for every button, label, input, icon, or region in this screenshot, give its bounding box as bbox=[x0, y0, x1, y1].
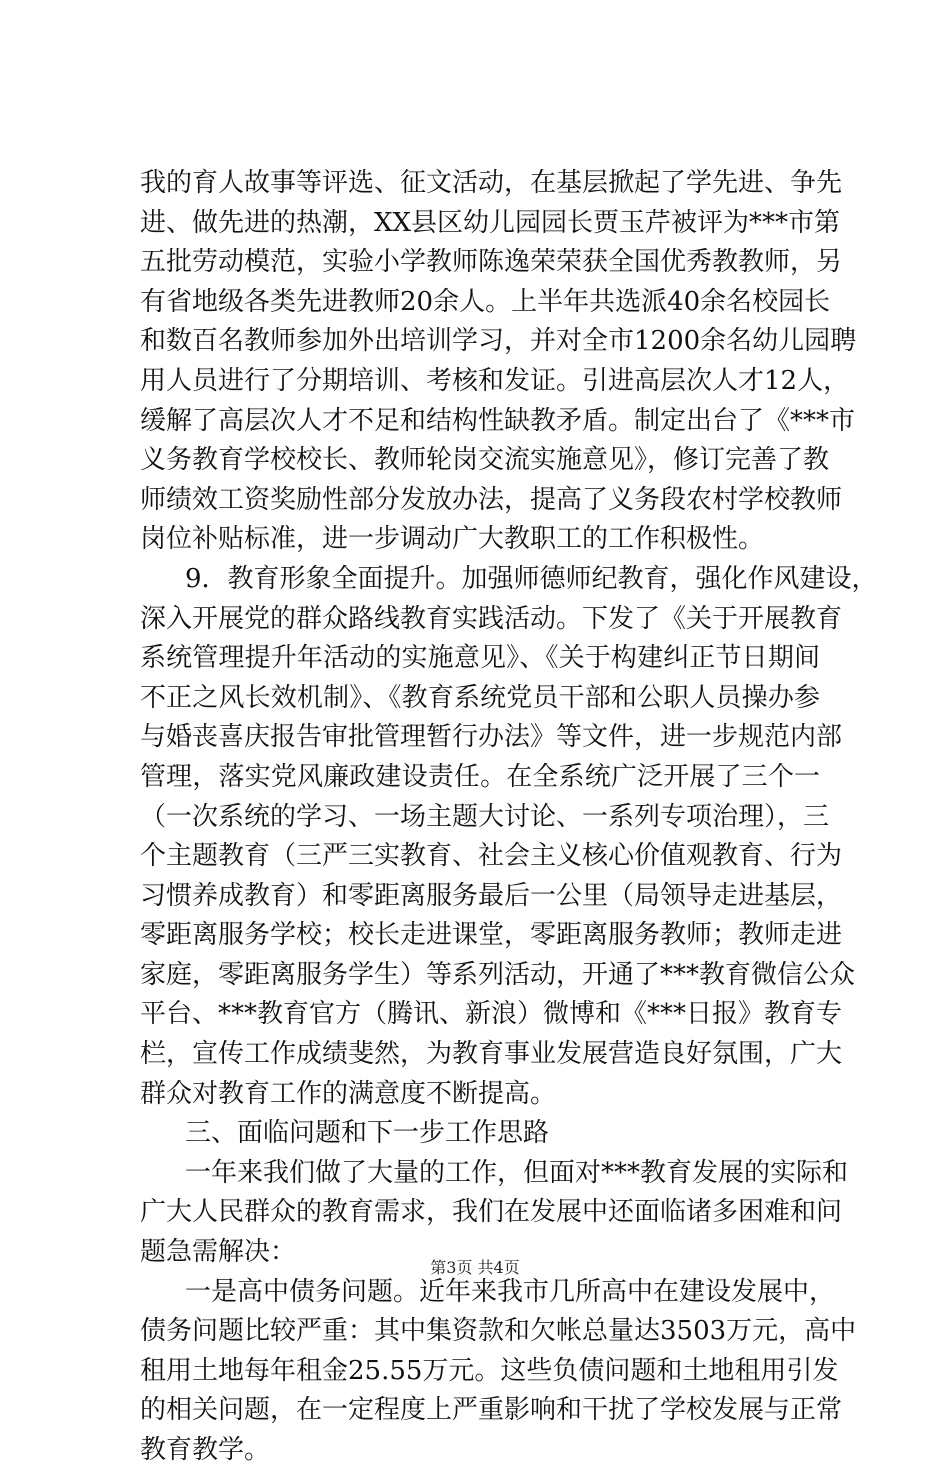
text-line: 题急需解决： bbox=[140, 1237, 297, 1268]
text-line: 岗位补贴标准，进一步调动广大教职工的工作积极性。 bbox=[140, 524, 765, 555]
text-line: 用人员进行了分期培训、考核和发证。引进高层次人才12人， bbox=[140, 365, 850, 396]
text-line: 和数百名教师参加外出培训学习，并对全市1200余名幼儿园聘 bbox=[140, 326, 857, 357]
text-line: 栏，宣传工作成绩斐然，为教育事业发展营造良好氛围，广大 bbox=[140, 1039, 843, 1070]
text-line: 教育教学。 bbox=[140, 1435, 271, 1465]
text-line: 习惯养成教育）和零距离服务最后一公里（局领导走进基层， bbox=[140, 880, 843, 911]
text-line: 系统管理提升年活动的实施意见》、《关于构建纠正节日期间 bbox=[140, 643, 820, 674]
text-line: 的相关问题，在一定程度上严重影响和干扰了学校发展与正常 bbox=[140, 1395, 843, 1426]
text-line: 五批劳动模范，实验小学教师陈逸荣荣获全国优秀教教师，另 bbox=[140, 247, 843, 278]
text-line: 我的育人故事等评选、征文活动，在基层掀起了学先进、争先 bbox=[140, 168, 843, 198]
text-line: 广大人民群众的教育需求，我们在发展中还面临诸多困难和问 bbox=[140, 1197, 843, 1228]
text-line: 不正之风长效机制》、《教育系统党员干部和公职人员操办参 bbox=[140, 682, 820, 713]
text-line: 一年来我们做了大量的工作，但面对***教育发展的实际和 bbox=[185, 1157, 849, 1188]
text-line: 租用土地每年租金25.55万元。这些负债问题和土地租用引发 bbox=[140, 1355, 839, 1386]
text-line: 9．教育形象全面提升。加强师德师纪教育，强化作风建设， bbox=[185, 563, 878, 594]
text-line: 有省地级各类先进教师20余人。上半年共选派40余名校园长 bbox=[140, 286, 831, 317]
text-line: 与婚丧喜庆报告审批管理暂行办法》等文件，进一步规范内部 bbox=[140, 722, 843, 753]
text-line: （一次系统的学习、一场主题大讨论、一系列专项治理），三 bbox=[140, 801, 830, 832]
section-heading: 三、面临问题和下一步工作思路 bbox=[185, 1118, 550, 1149]
text-line: 一是高中债务问题。近年来我市几所高中在建设发展中， bbox=[185, 1276, 836, 1307]
text-line: 零距离服务学校；校长走进课堂，零距离服务教师；教师走进 bbox=[140, 920, 843, 951]
text-line: 义务教育学校校长、教师轮岗交流实施意见》，修订完善了教 bbox=[140, 445, 830, 476]
text-line: 管理，落实党风廉政建设责任。在全系统广泛开展了三个一 bbox=[140, 761, 820, 792]
text-line: 债务问题比较严重：其中集资款和欠帐总量达3503万元，高中 bbox=[140, 1316, 857, 1347]
page-number-footer: 第3页 共4页 bbox=[430, 1258, 520, 1277]
text-line: 群众对教育工作的满意度不断提高。 bbox=[140, 1078, 557, 1109]
text-line: 家庭，零距离服务学生）等系列活动，开通了***教育微信公众 bbox=[140, 959, 856, 990]
text-line: 个主题教育（三严三实教育、社会主义核心价值观教育、行为 bbox=[140, 841, 843, 872]
text-line: 进、做先进的热潮，XX县区幼儿园园长贾玉芹被评为***市第 bbox=[140, 207, 841, 238]
text-line: 平台、***教育官方（腾讯、新浪）微博和《***日报》教育专 bbox=[140, 999, 843, 1030]
text-line: 师绩效工资奖励性部分发放办法，提高了义务段农村学校教师 bbox=[140, 484, 843, 515]
text-line: 深入开展党的群众路线教育实践活动。下发了《关于开展教育 bbox=[140, 603, 843, 634]
text-line: 缓解了高层次人才不足和结构性缺教矛盾。制定出台了《***市 bbox=[140, 405, 856, 436]
